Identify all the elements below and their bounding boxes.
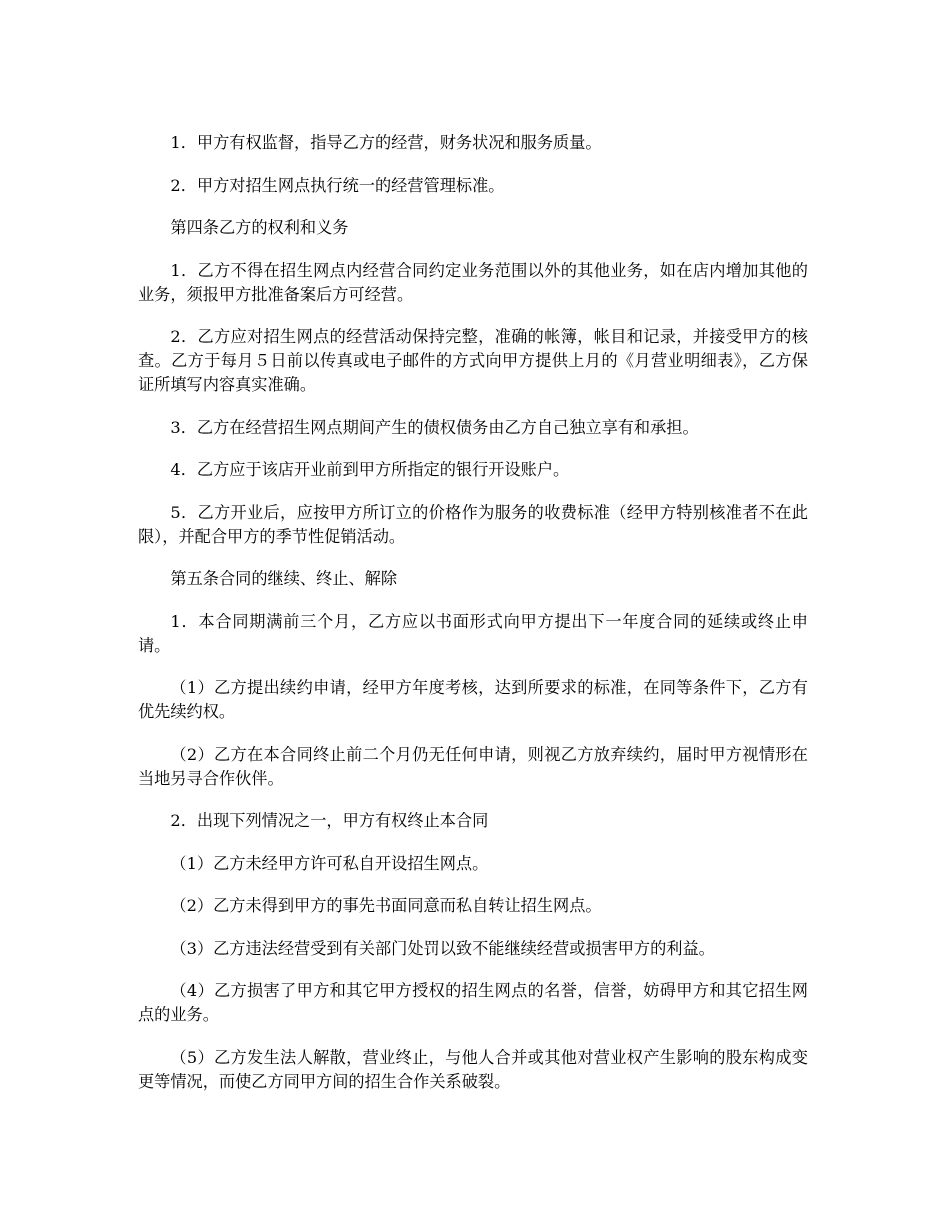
- paragraph: 1．本合同期满前三个月，乙方应以书面形式向甲方提出下一年度合同的延续或终止申请。: [138, 611, 808, 655]
- document-body: [138, 131, 808, 1112]
- paragraph: 2．甲方对招生网点执行统一的经营管理标准。: [170, 175, 505, 195]
- paragraph: （2）乙方未得到甲方的事先书面同意而私自转让招生网点。: [170, 896, 602, 915]
- paragraph: （3）乙方违法经营受到有关部门处罚以致不能继续经营或损害甲方的利益。: [170, 938, 715, 958]
- paragraph: 3．乙方在经营招生网点期间产生的债权债务由乙方自己独立享有和承担。: [170, 417, 699, 437]
- paragraph: 1．甲方有权监督，指导乙方的经营，财务状况和服务质量。: [170, 133, 602, 152]
- paragraph: （1）乙方未经甲方许可私自开设招生网点。: [170, 853, 489, 873]
- paragraph: 4．乙方应于该店开业前到甲方所指定的银行开设账户。: [170, 460, 570, 479]
- paragraph: （4）乙方损害了甲方和其它甲方授权的招生网点的名誉，信誉，妨碍甲方和其它招生网点的业务。: [138, 981, 808, 1024]
- paragraph: 2．出现下列情况之一，甲方有权终止本合同: [170, 811, 489, 830]
- paragraph: （1）乙方提出续约申请，经甲方年度考核，达到所要求的标准，在同等条件下，乙方有优先续约权。: [138, 678, 808, 721]
- section-heading: 第四条乙方的权利和义务: [170, 218, 349, 237]
- section-heading: 第五条合同的继续、终止、解除: [170, 569, 398, 588]
- paragraph: 1．乙方不得在招生网点内经营合同约定业务范围以外的其他业务，如在店内增加其他的业务，须报甲方批准备案后方可经营。: [138, 260, 808, 304]
- paragraph: （2）乙方在本合同终止前二个月仍无任何申请，则视乙方放弃续约，届时甲方视情形在当地另寻合作伙伴。: [138, 744, 808, 788]
- paragraph: 2．乙方应对招生网点的经营活动保持完整，准确的帐簿，帐目和记录，并接受甲方的核查。乙方于每月５日前以传真或电子邮件的方式向甲方提供上月的《月营业明细表》，乙方保证所填写内容真实准确。: [138, 327, 808, 394]
- paragraph: 5．乙方开业后，应按甲方所订立的价格作为服务的收费标准（经甲方特别核准者不在此限），并配合甲方的季节性促销活动。: [138, 502, 808, 546]
- paragraph: （5）乙方发生法人解散，营业终止，与他人合并或其他对营业权产生影响的股东构成变更等情况，而使乙方同甲方间的招生合作关系破裂。: [138, 1047, 808, 1091]
